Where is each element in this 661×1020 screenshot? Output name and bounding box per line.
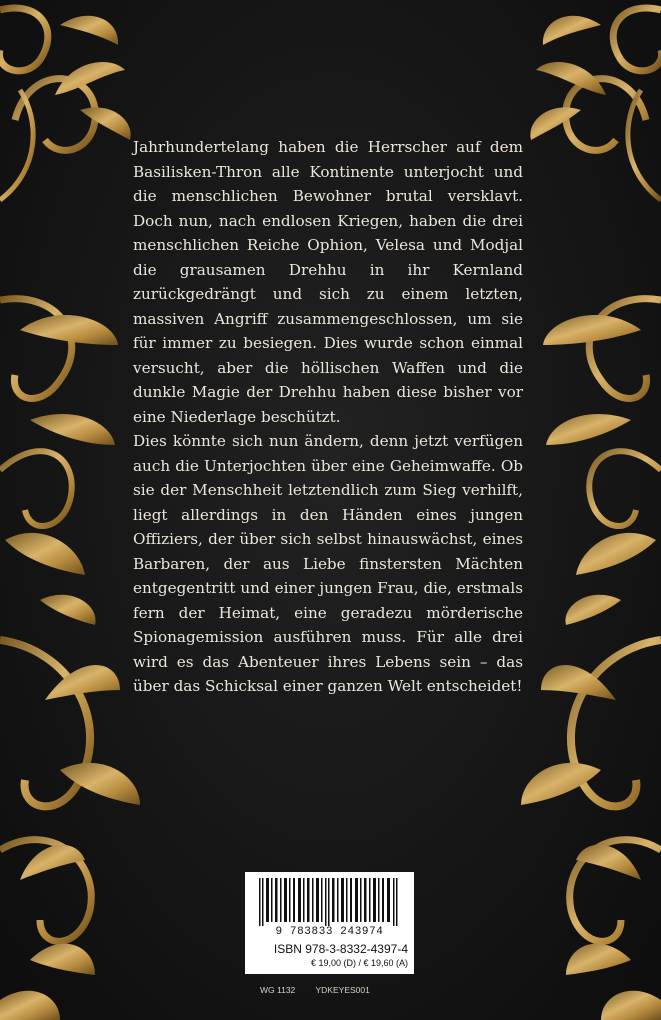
ean-number: 9 783833 243974: [275, 926, 384, 938]
price-label: € 19,00 (D) / € 19,60 (A): [310, 958, 408, 968]
footer-codes: [260, 985, 388, 995]
isbn-barcode-label: [245, 872, 414, 974]
blurb-paragraph-2: Dies könnte sich nun ändern, denn jetzt verfügen auch die Unterjochten über eine Geheimwaffe. Ob sie der Menschheit letztendlich zum Sieg verhilft, liegt allerdings in den Händen eines jungen Offiziers, der über sich selbst hinauswächst, eines Barbaren, der aus Liebe finstersten Mächten entgegentritt und einer jungen Frau, die, erstmals fern der Heimat, eine geradezu mörderische Spionagemission ausführen muss. Für alle drei wird es das Abenteuer ihres Lebens sein – das über das Schicksal einer ganzen Welt entscheidet!: [133, 432, 523, 695]
back-cover-blurb: [133, 135, 523, 699]
barcode-icon: [257, 878, 402, 926]
blurb-paragraph-1: Jahrhundertelang haben die Herrscher auf dem Basilisken-Thron alle Kontinente unterjocht und die menschlichen Bewohner brutal versklavt. Doch nun, nach endlosen Kriegen, haben die drei menschlichen Reiche Ophion, Velesa und Modjal die grausamen Drehhu in ihr Kernland zurückgedrängt und sich zu einem letzten, massiven Angriff zusammengeschlossen, um sie für immer zu besiegen. Dies wurde schon einmal versucht, aber die höllischen Waffen und die dunkle Magie der Drehhu haben diese bisher vor eine Niederlage beschützt.: [133, 138, 523, 426]
article-code: YDKEYES001: [315, 985, 370, 995]
product-group-code: WG 1132: [260, 985, 296, 995]
isbn-number: ISBN 978-3-8332-4397-4: [273, 942, 408, 956]
